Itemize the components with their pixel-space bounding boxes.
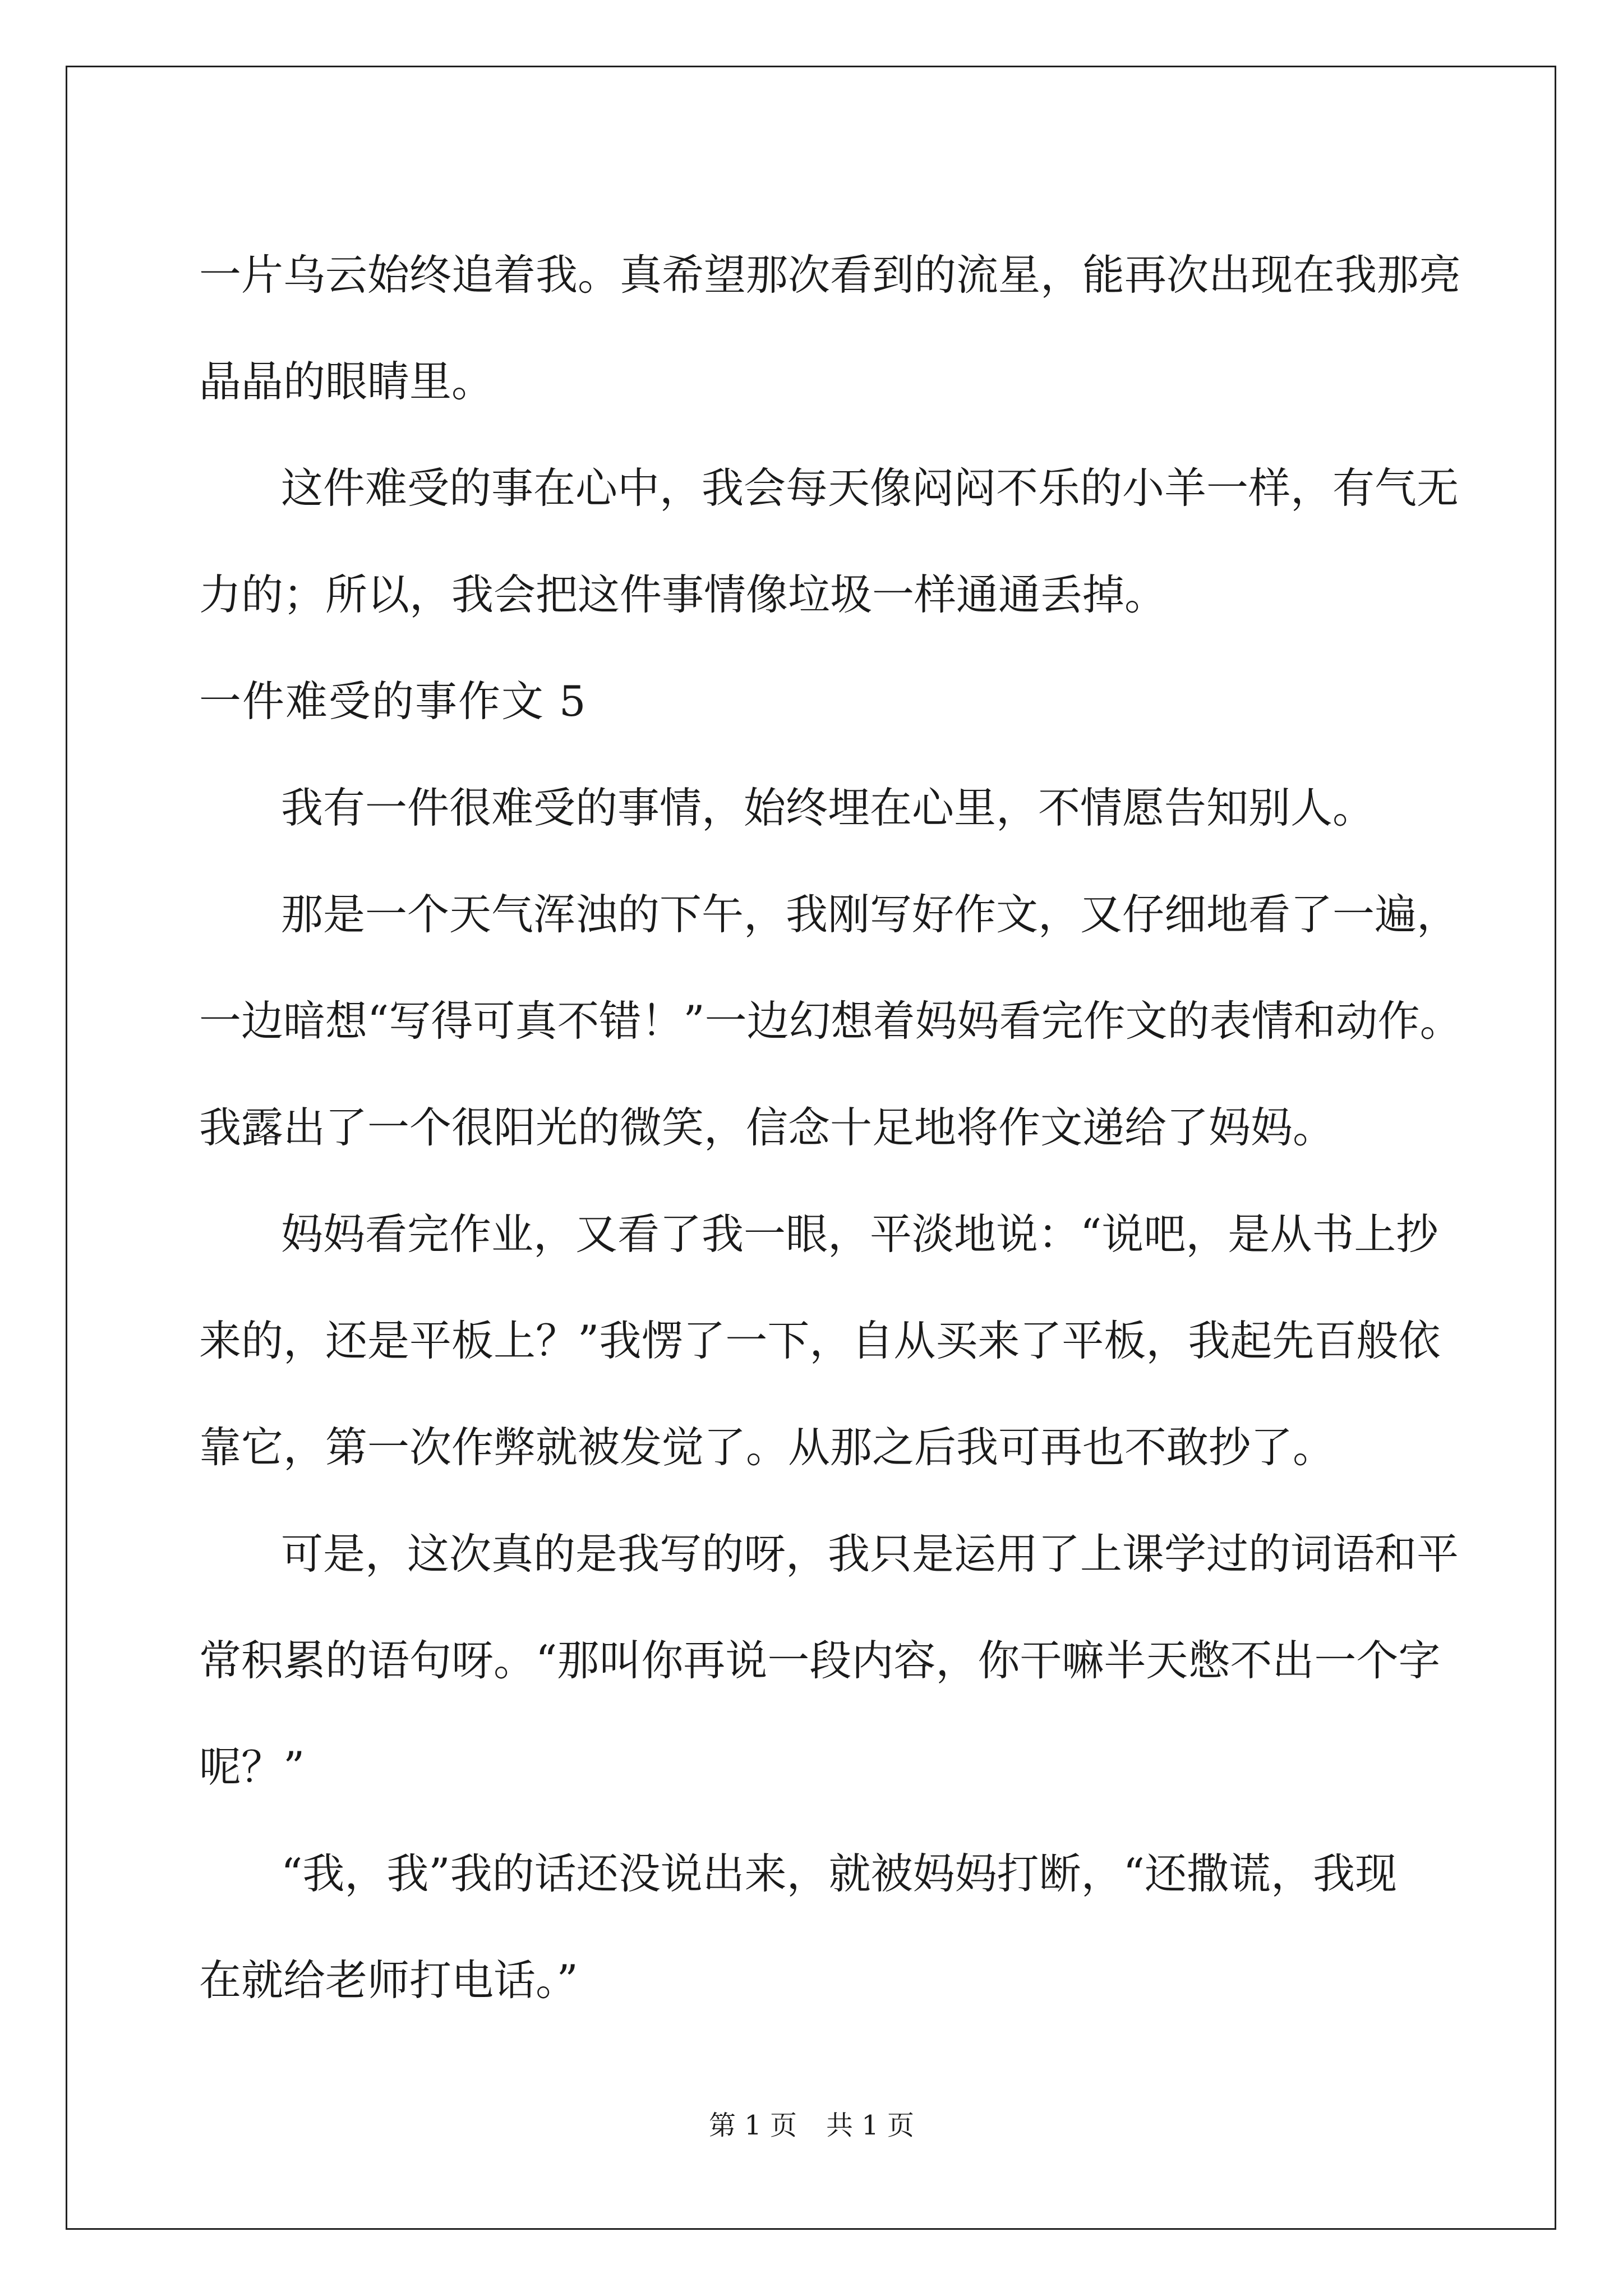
- page-footer: [0, 2104, 1623, 2142]
- text-line: 一片乌云始终追着我。真希望那次看到的流星，能再次出现在我那亮: [199, 250, 1461, 300]
- text-line: 我露出了一个很阳光的微笑，信念十足地将作文递给了妈妈。: [199, 1103, 1335, 1152]
- total-pages: 共 1 页: [826, 2110, 915, 2141]
- section-heading: 一件难受的事作文 5: [199, 677, 587, 726]
- text-line: 来的，还是平板上？”我愣了一下，自从买来了平板，我起先百般依: [199, 1316, 1441, 1365]
- text-line: 常积累的语句呀。“那叫你再说一段内容，你干嘛半天憋不出一个字: [199, 1636, 1441, 1685]
- text-line: 力的；所以，我会把这件事情像垃圾一样通通丢掉。: [199, 570, 1167, 619]
- text-line: 那是一个天气浑浊的下午，我刚写好作文，又仔细地看了一遍，: [281, 890, 1459, 939]
- text-line: 可是，这次真的是我写的呀，我只是运用了上课学过的词语和平: [281, 1529, 1459, 1579]
- page-number: 第 1 页: [708, 2110, 797, 2141]
- text-line: 在就给老师打电话。”: [199, 1955, 578, 2005]
- text-line: “我，我”我的话还没说出来，就被妈妈打断，“还撒谎，我现: [281, 1849, 1398, 1898]
- text-line: 晶晶的眼睛里。: [199, 357, 494, 406]
- text-line: 我有一件很难受的事情，始终埋在心里，不情愿告知别人。: [281, 783, 1375, 832]
- text-line: 这件难受的事在心中，我会每天像闷闷不乐的小羊一样，有气无: [281, 463, 1459, 513]
- text-line: 妈妈看完作业，又看了我一眼，平淡地说：“说吧，是从书上抄: [281, 1209, 1438, 1259]
- text-line: 呢？”: [199, 1742, 305, 1792]
- document-body: [199, 222, 1462, 2033]
- text-line: 靠它，第一次作弊就被发觉了。从那之后我可再也不敢抄了。: [199, 1423, 1335, 1472]
- text-line: 一边暗想“写得可真不错！”一边幻想着妈妈看完作文的表情和动作。: [199, 996, 1462, 1046]
